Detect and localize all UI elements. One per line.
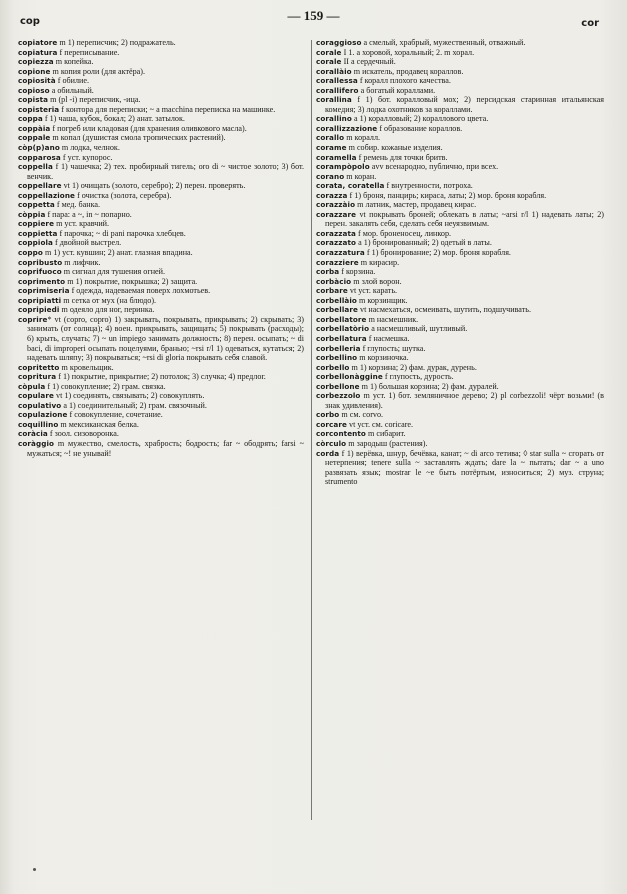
entry-definition: f глупость; шутка. (360, 343, 426, 353)
entry-definition: m сигнал для тушения огней. (61, 267, 166, 277)
entry-definition: f коралл плохого качества. (357, 76, 451, 86)
dictionary-entry (18, 76, 304, 86)
entry-headword: corbezzolo (316, 391, 361, 401)
dictionary-entry (18, 86, 304, 96)
dictionary-entry (18, 382, 304, 392)
entry-definition: m копейка. (53, 57, 94, 67)
entry-headword: copista (18, 95, 49, 105)
dictionary-entry (18, 181, 304, 191)
entry-definition: m 1) переписчик; 2) подражатель. (57, 38, 176, 47)
dictionary-entry (316, 391, 604, 410)
entry-headword: copioso (18, 85, 50, 95)
entry-headword: coràggio (18, 438, 55, 448)
entry-definition: m латник, мастер, продавец кирас. (355, 200, 477, 210)
dictionary-entry (18, 248, 304, 258)
dictionary-entry (316, 277, 604, 287)
entry-headword: coppietta (18, 228, 58, 238)
entry-definition: m искатель, продавец кораллов. (351, 66, 464, 76)
entry-headword: copribusto (18, 257, 63, 267)
entry-headword: corallifero (316, 85, 359, 95)
entry-headword: corbellatòrio (316, 324, 370, 334)
entry-headword: corazzàio (316, 200, 356, 210)
entry-definition: m лифчик. (62, 257, 101, 267)
entry-headword: coppa (18, 114, 43, 124)
entry-headword: coppiere (18, 219, 55, 229)
entry-definition: m 1) корзина; 2) фам. дурак, дурень. (349, 362, 477, 372)
dictionary-entry (316, 153, 604, 163)
entry-headword: coprimiseria (18, 286, 70, 296)
entry-definition: avv всенародно, публично, при всех. (369, 162, 499, 172)
dictionary-entry (316, 324, 604, 334)
dictionary-entry (18, 429, 304, 439)
entry-definition: f 1) совокупление; 2) грам. связка. (45, 381, 166, 391)
entry-headword: copparosa (18, 152, 61, 162)
dictionary-entry (18, 296, 304, 306)
entry-headword: coramella (316, 152, 357, 162)
dictionary-entry (18, 410, 304, 420)
entry-definition: f погреб или кладовая (для хранения оливкового масла). (50, 123, 247, 133)
entry-headword: corazzare (316, 209, 357, 219)
entry-headword: corallessa (316, 76, 358, 86)
entry-headword: copripiedi (18, 305, 60, 315)
dictionary-entry (316, 191, 604, 201)
entry-definition: f переписывание. (57, 47, 120, 57)
entry-definition: m сибарит. (365, 429, 406, 439)
dictionary-entry (316, 344, 604, 354)
entry-definition: f глупость, дурость. (382, 372, 454, 382)
entry-definition: m мужество, смелость, храбрость; бодрость; far ~ ободрять; farsi ~ мужаться; ~! не унывай! (27, 438, 304, 458)
entry-headword: corcontento (316, 429, 366, 439)
entry-definition: m 1) покрытие, покрышка; 2) защита. (65, 276, 198, 286)
entry-headword: corbàcio (316, 276, 352, 286)
entry-headword: corbelleria (316, 343, 361, 353)
dictionary-entry (18, 305, 304, 315)
entry-headword: coppellazione (18, 190, 76, 200)
dictionary-entry (316, 162, 604, 172)
dictionary-entry (316, 420, 604, 430)
entry-definition: f корзина. (339, 267, 376, 277)
column-divider (311, 40, 312, 820)
entry-headword: corbo (316, 410, 340, 420)
dictionary-entry (316, 410, 604, 420)
entry-headword: corazzata (316, 228, 356, 238)
dictionary-entry (316, 248, 604, 258)
entry-definition: a насмешливый, шутливый. (369, 324, 468, 334)
dictionary-entry (18, 238, 304, 248)
entry-headword: corazzatura (316, 248, 365, 258)
dictionary-entry (316, 296, 604, 306)
entry-definition: f 1) бот. коралловый мох; 2) персидская старинная итальянская комедия; 3) лодка охотников за кораллами. (325, 95, 604, 114)
dictionary-entry (18, 277, 304, 287)
entry-headword: corazzato (316, 238, 357, 248)
entry-definition: m корзиночка. (357, 353, 409, 363)
dictionary-entry (316, 181, 604, 191)
dictionary-entry (316, 334, 604, 344)
dictionary-entry (18, 372, 304, 382)
dictionary-entry (316, 114, 604, 124)
entry-definition: vt 1) очищать (золото, серебро); 2) перен. проверять. (61, 181, 246, 191)
entry-headword: coprifuoco (18, 267, 62, 277)
entry-headword: corampòpolo (316, 162, 370, 172)
entry-headword: corba (316, 267, 340, 277)
entry-definition: f совокупление, сочетание. (67, 410, 163, 420)
entry-headword: corale (316, 47, 342, 57)
entry-definition: f 1) верёвка, шнур, бечёвка, канат; ~ di arco тетива; ◊ star sulla ~ сгорать от нетерпения; tenere sulla ~ заставлять ждать; dare la ~ пытать; dar ~ a uno развязать язык; mostrar le ~e быть потёртым, износиться; 2) муз. струна; strumento (325, 448, 604, 487)
entry-headword: corallo (316, 133, 345, 143)
dictionary-entry (316, 449, 604, 487)
entry-definition: m копал (душистая смола тропических растений). (50, 133, 226, 143)
entry-definition: f мед. банка. (54, 200, 101, 210)
dictionary-entry (316, 363, 604, 373)
entry-headword: corbellàio (316, 295, 357, 305)
entry-headword: corbellone (316, 381, 360, 391)
dictionary-entry (18, 143, 304, 153)
dictionary-entry (18, 210, 304, 220)
entry-headword: corale (316, 57, 342, 67)
dictionary-entry (316, 86, 604, 96)
dictionary-entry (316, 267, 604, 277)
entry-headword: copisteria (18, 104, 60, 114)
entry-headword: coràcia (18, 429, 48, 439)
dictionary-entry (18, 229, 304, 239)
entry-definition: f 1) чашечка; 2) тех. пробирный тигель; oro di ~ чистое золото; 3) бот. венчик. (27, 162, 304, 181)
entry-headword: corazza (316, 190, 348, 200)
dictionary-entry (316, 67, 604, 77)
entry-headword: còrculo (316, 438, 347, 448)
entry-definition: m злой ворон. (351, 276, 402, 286)
entry-headword: corano (316, 171, 345, 181)
dictionary-entry (316, 429, 604, 439)
entry-definition: m копия роли (для актёра). (50, 66, 146, 76)
entry-headword: corbellonàggine (316, 372, 383, 382)
entry-definition: m кирасир. (358, 257, 400, 267)
entry-definition: a смелый, храбрый, мужественный, отважный. (361, 38, 526, 47)
entry-definition: vt уст. карать. (347, 286, 398, 296)
dictionary-entry (18, 162, 304, 181)
right-column (316, 38, 604, 868)
dictionary-entry (18, 133, 304, 143)
entry-headword: coppàia (18, 123, 51, 133)
dictionary-entry (18, 67, 304, 77)
entry-headword: corazziere (316, 257, 359, 267)
dictionary-entry (18, 114, 304, 124)
entry-definition: f образование кораллов. (377, 123, 463, 133)
entry-headword: copione (18, 66, 51, 76)
entry-definition: f одежда, надеваемая поверх лохмотьев. (69, 286, 211, 296)
dictionary-entry (316, 200, 604, 210)
dictionary-entry (18, 286, 304, 296)
entry-headword: copulativo (18, 400, 62, 410)
entry-definition: f 1) броня, панцирь; кираса, латы; 2) мор. броня корабля. (347, 190, 547, 200)
dictionary-entry (18, 258, 304, 268)
entry-definition: m 1) уст. кувшин; 2) анат. глазная впадина. (42, 248, 193, 258)
dictionary-entry (316, 305, 604, 315)
entry-definition: f зоол. сизоворонка. (47, 429, 119, 439)
entry-definition: * vt (copro, coprо) 1) закрывать, покрывать, прикрывать; 2) скрывать; 3) занимать (от солнца); 4) воен. прикрывать, защищать; 5) покрывать (расходы); 6) крыть, случать; 7) ~ un impiego занимать должность; 8) перен. осыпать; ~ di baci, di improperi осыпать поцелуями, бранью; ~rsi r/l 1) одеваться, кутаться; 2) надевать шляпу; 3) покрываться; ~rsi di gloria покрывать себя славой. (27, 314, 304, 363)
entry-definition: f обилие. (55, 76, 90, 86)
entry-definition: a 1) коралловый; 2) кораллового цвета. (351, 114, 489, 124)
dictionary-entry (18, 95, 304, 105)
dictionary-entry (18, 267, 304, 277)
entry-headword: còp(p)ano (18, 143, 60, 153)
entry-definition: m собир. кожаные изделия. (346, 143, 443, 153)
entry-definition: vt уст. см. coricare. (346, 419, 414, 429)
dictionary-entry (18, 315, 304, 363)
entry-headword: coppiola (18, 238, 54, 248)
entry-headword: copripiatti (18, 295, 62, 305)
entry-headword: corata, coratella (316, 181, 385, 191)
dictionary-entry (18, 57, 304, 67)
entry-definition: m 1) большая корзина; 2) фам. дуралей. (359, 381, 499, 391)
entry-headword: corallizzazione (316, 123, 378, 133)
entry-headword: coppellare (18, 181, 62, 191)
entry-definition: m сетка от мух (на блюдо). (61, 295, 157, 305)
dictionary-entry (316, 172, 604, 182)
entry-headword: corbellino (316, 353, 358, 363)
entry-headword: còppia (18, 209, 46, 219)
entry-headword: coppetta (18, 200, 55, 210)
left-column (18, 38, 304, 868)
entry-headword: copulazione (18, 410, 68, 420)
entry-headword: coppella (18, 162, 53, 172)
running-head-right: cor (581, 18, 599, 29)
dictionary-entry (18, 48, 304, 58)
entry-headword: coprire (18, 314, 48, 324)
entry-headword: còpula (18, 381, 46, 391)
entry-definition: m (pl -i) переписчик, -ица. (48, 95, 141, 105)
entry-definition: m насмешник. (366, 314, 419, 324)
entry-definition: f 1) чаша, кубок, бокал; 2) анат. затылок. (42, 114, 185, 124)
dictionary-entry (18, 191, 304, 201)
dictionary-entry (18, 391, 304, 401)
entry-headword: corallàio (316, 66, 352, 76)
entry-definition: I 1. a хоровой, хоральный; 2. m хорал. (341, 47, 475, 57)
entry-headword: copiatore (18, 38, 58, 47)
entry-headword: corbello (316, 362, 350, 372)
entry-definition: f ремень для точки бритв. (356, 152, 448, 162)
entry-headword: corbellatore (316, 314, 367, 324)
dictionary-entry (18, 153, 304, 163)
entry-headword: corame (316, 143, 347, 153)
dictionary-entry (316, 95, 604, 114)
entry-definition: f мор. броненосец, линкор. (356, 228, 452, 238)
dictionary-entry (316, 258, 604, 268)
entry-headword: coppale (18, 133, 51, 143)
dictionary-entry (316, 48, 604, 58)
dictionary-entry (316, 143, 604, 153)
entry-definition: f насмешка. (366, 333, 410, 343)
dictionary-entry (18, 363, 304, 373)
entry-definition: a 1) бронированный; 2) одетый в латы. (356, 238, 492, 248)
entry-definition: m зародыш (растения). (346, 438, 428, 448)
entry-definition: vt 1) соединять, связывать; 2) совокуплять. (54, 391, 205, 401)
entry-definition: f внутренности, потроха. (384, 181, 473, 191)
dictionary-entry (316, 229, 604, 239)
dictionary-entry (316, 353, 604, 363)
running-head-left: cop (20, 16, 40, 27)
dictionary-entry (316, 238, 604, 248)
page-number: — 159 — (287, 8, 340, 23)
entry-definition: m корзинщик. (356, 295, 408, 305)
entry-definition: f уст. купорос. (60, 152, 113, 162)
entry-headword: corbellare (316, 305, 358, 315)
entry-definition: f 1) бронирование; 2) мор. броня корабля. (364, 248, 511, 258)
entry-headword: coraggioso (316, 38, 362, 47)
entry-definition: m лодка, челнок. (59, 143, 120, 153)
dictionary-entry (316, 76, 604, 86)
dictionary-entry (18, 439, 304, 458)
entry-definition: vt покрывать броней; облекать в латы; ~arsi r/l 1) надевать латы; 2) перен. закалять себя, сделать себя неуязвимым. (325, 209, 604, 229)
entry-headword: corallina (316, 95, 352, 105)
dictionary-entry (316, 210, 604, 229)
entry-headword: copiatura (18, 47, 58, 57)
dictionary-entry (316, 439, 604, 449)
entry-headword: corallino (316, 114, 352, 124)
dictionary-entry (316, 124, 604, 134)
entry-definition: m одеяло для ног, перинка. (59, 305, 155, 315)
entry-definition: m см. corvo. (339, 410, 384, 420)
entry-headword: coprimento (18, 276, 66, 286)
entry-headword: corbare (316, 286, 348, 296)
page-header (0, 6, 627, 30)
dictionary-entry (316, 57, 604, 67)
dictionary-entry (316, 133, 604, 143)
entry-definition: m коран. (344, 171, 377, 181)
entry-definition: a богатый кораллами. (358, 85, 436, 95)
entry-definition: m коралл. (344, 133, 381, 143)
entry-definition: f пара: a ~, in ~ попарно. (45, 209, 132, 219)
dictionary-entry (18, 38, 304, 48)
dictionary-entry (18, 105, 304, 115)
entry-headword: coquillino (18, 419, 59, 429)
entry-headword: coppo (18, 248, 43, 258)
dictionary-entry (316, 382, 604, 392)
entry-headword: corcare (316, 419, 347, 429)
entry-headword: corda (316, 448, 340, 458)
entry-definition: m кровельщик. (59, 362, 114, 372)
paper-speck (33, 868, 36, 871)
entry-headword: copritetto (18, 362, 60, 372)
entry-definition: f парочка; ~ di pani парочка хлебцев. (57, 228, 186, 238)
dictionary-entry (316, 315, 604, 325)
entry-definition: m мексиканская белка. (58, 419, 139, 429)
entry-definition: a обильный. (49, 85, 94, 95)
dictionary-entry (18, 401, 304, 411)
entry-definition: f двойной выстрел. (53, 238, 122, 248)
entry-definition: f контора для переписки; ~ a macchina переписка на машинке. (59, 104, 276, 114)
entry-definition: II a сердечный. (341, 57, 396, 67)
entry-headword: corbellatura (316, 333, 367, 343)
entry-definition: f 1) покрытие, прикрытие; 2) потолок; 3) случка; 4) предлог. (56, 372, 266, 382)
entry-definition: f очистка (золота, серебра). (75, 190, 172, 200)
entry-definition: m уст. кравчий. (54, 219, 110, 229)
dictionary-entry (18, 219, 304, 229)
entry-headword: copiezza (18, 57, 54, 67)
dictionary-entry (316, 286, 604, 296)
entry-definition: a 1) соединительный; 2) грам. связочный. (61, 400, 207, 410)
entry-headword: copulare (18, 391, 54, 401)
dictionary-entry (18, 420, 304, 430)
entry-headword: copritura (18, 372, 57, 382)
entry-definition: m уст. 1) бот. земляничное дерево; 2) pl corbezzoli! чёрт возьми! (в знак удивления). (325, 391, 604, 410)
entry-definition: vt насмехаться, осмеивать, шутить, подшучивать. (357, 305, 531, 315)
entry-headword: copiosità (18, 76, 56, 86)
dictionary-entry (18, 124, 304, 134)
dictionary-entry (316, 372, 604, 382)
dictionary-entry (316, 38, 604, 48)
dictionary-entry (18, 200, 304, 210)
